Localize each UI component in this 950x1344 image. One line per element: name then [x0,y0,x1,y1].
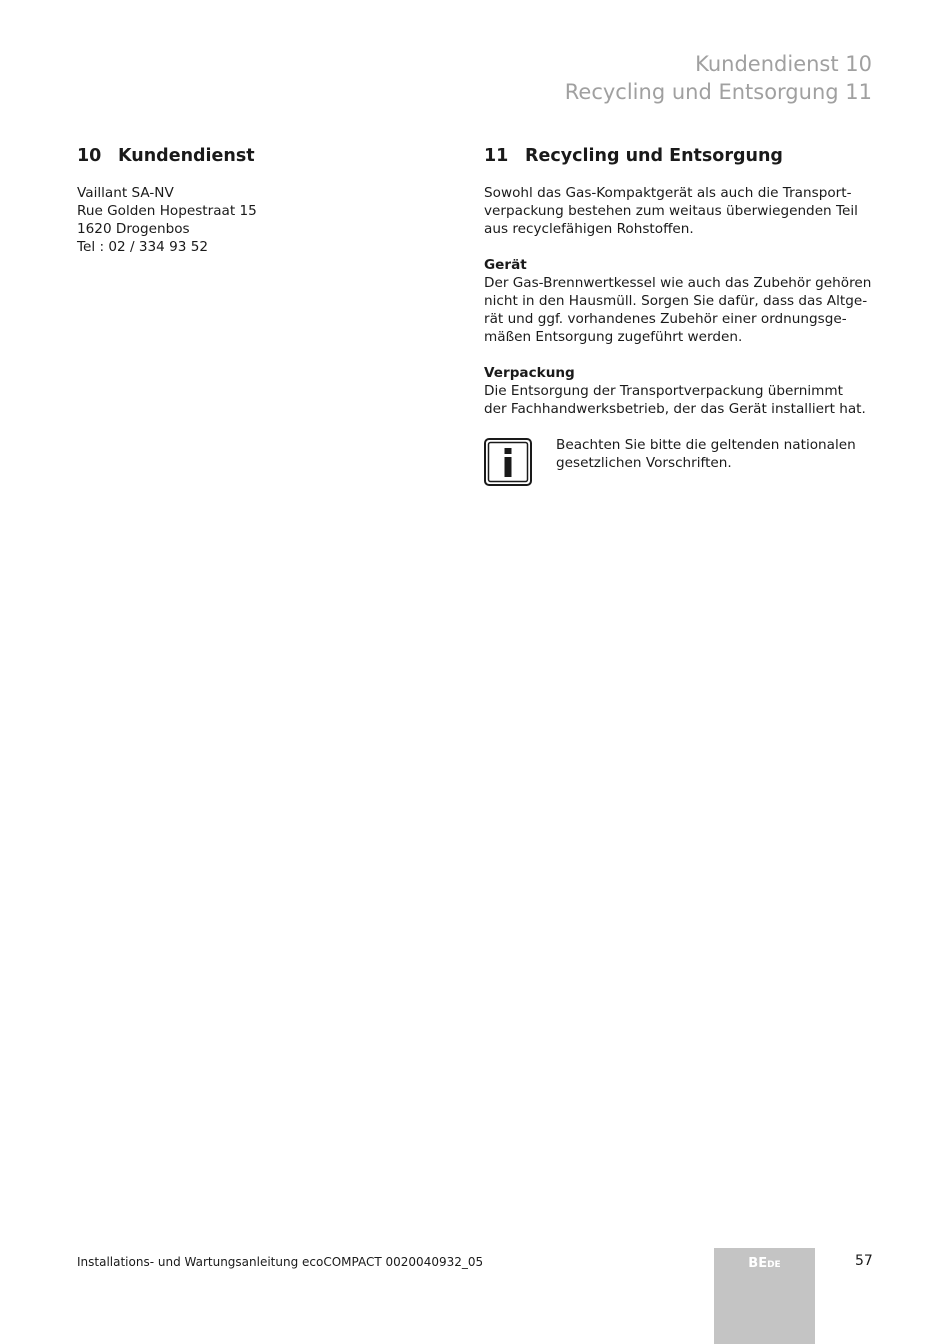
address-block [77,184,417,256]
intro-paragraph [484,184,884,238]
footer-document-title: Installations- und Wartungsanleitung ecoCOMPACT 0020040932_05 [77,1255,484,1269]
text-line: Die Entsorgung der Transportverpackung übernimmt [484,383,843,399]
text-line: rät und ggf. vorhandenes Zubehör einer ordnungsge- [484,311,847,327]
text-line: Sowohl das Gas-Kompaktgerät als auch die Transport- [484,185,852,201]
note-text [556,436,856,472]
text-line: Beachten Sie bitte die geltenden nationalen [556,437,856,453]
section-title: Recycling und Entsorgung [525,146,783,166]
text-line: der Fachhandwerksbetrieb, der das Gerät installiert hat. [484,401,866,417]
language-tag [714,1254,815,1273]
page-number: 57 [855,1253,873,1269]
info-icon [484,438,532,486]
section-heading [77,144,417,168]
phone-line: Tel : 02 / 334 93 52 [77,239,209,255]
text-line: Der Gas-Brennwertkessel wie auch das Zubehör gehören [484,275,872,291]
section-recycling [484,144,884,488]
subheading-verpackung: Verpackung [484,365,575,381]
section-number: 10 [77,146,102,166]
text-line: verpackung bestehen zum weitaus überwiegenden Teil [484,203,858,219]
section-number: 11 [484,146,509,166]
country-code: BE [748,1256,768,1271]
running-header [565,50,872,106]
verpackung-block [484,364,884,418]
subheading-geraet: Gerät [484,257,527,273]
text-line: nicht in den Hausmüll. Sorgen Sie dafür, dass das Altge- [484,293,868,309]
section-title: Kundendienst [118,146,255,166]
geraet-paragraph [484,274,884,346]
address-line: Rue Golden Hopestraat 15 [77,203,257,219]
running-header-line1: Kundendienst 10 [695,52,872,76]
section-heading [484,144,884,168]
running-header-line2: Recycling und Entsorgung 11 [564,80,872,104]
text-line: mäßen Entsorgung zugeführt werden. [484,329,743,345]
language-tab [714,1248,815,1344]
info-note [484,436,884,488]
address-line: 1620 Drogenbos [77,221,190,237]
text-line: aus recyclefähigen Rohstoffen. [484,221,694,237]
address-line: Vaillant SA-NV [77,185,174,201]
verpackung-paragraph [484,382,884,418]
geraet-block [484,256,884,346]
text-line: gesetzlichen Vorschriften. [556,455,732,471]
section-kundendienst [77,144,417,256]
language-code: DE [767,1260,781,1270]
